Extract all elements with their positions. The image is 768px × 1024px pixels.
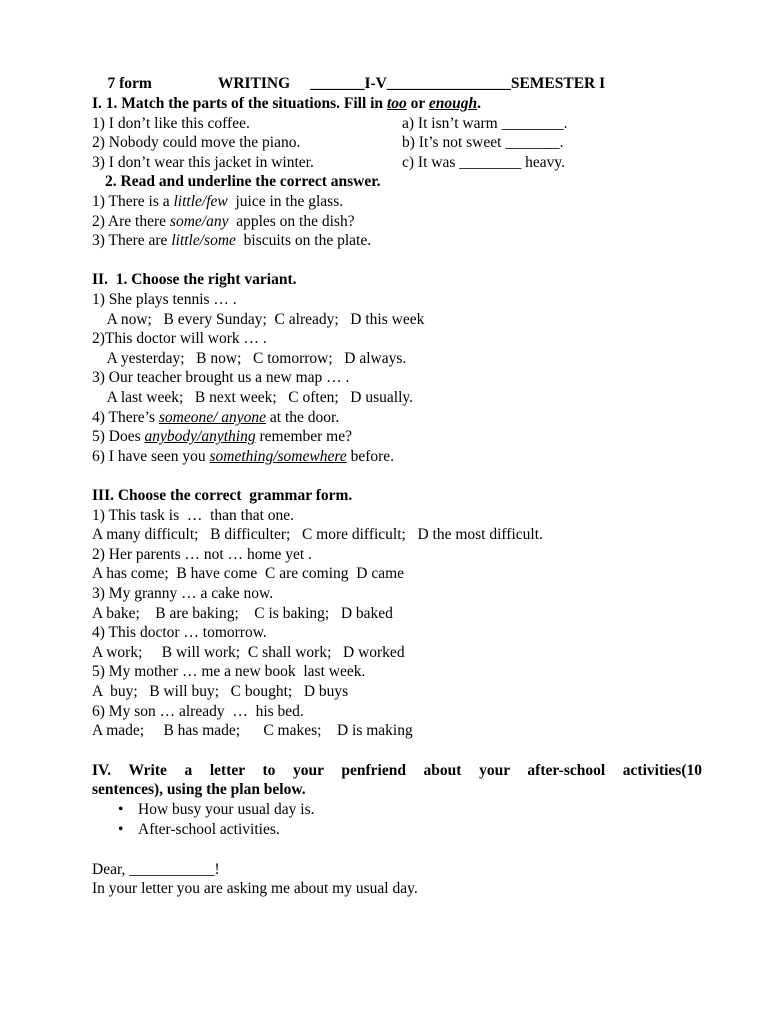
plan-item-1: How busy your usual day is. (138, 801, 315, 818)
s3-line-1: 1) This task is … than that one. (92, 507, 295, 524)
underline-item-1: 1) There is a little/few juice in the glass. (92, 193, 344, 210)
s2-line-2: A now; B every Sunday; C already; D this week (92, 311, 425, 328)
section-4-title-line-2: sentences), using the plan below. (92, 781, 306, 798)
s2-line-4: A yesterday; B now; C tomorrow; D always. (92, 350, 407, 367)
header-blank-1: _______ (310, 74, 365, 92)
match-row-1: 1) I don’t like this coffee. (92, 115, 250, 132)
section-3-title: III. Choose the correct grammar form. (92, 487, 353, 504)
s3-line-4: A has come; B have come C are coming D came (92, 565, 405, 582)
s3-line-2: A many difficult; B difficulter; C more difficult; D the most difficult. (92, 526, 543, 543)
match-row-2: 2) Nobody could move the piano. (92, 134, 301, 151)
s3-line-6: A bake; B are baking; C is baking; D baked (92, 605, 393, 622)
section-2-title: II. 1. Choose the right variant. (92, 271, 297, 288)
underline-item-2: 2) Are there some/any apples on the dish? (92, 213, 355, 230)
section-4-title-line-1: IV. Write a letter to your penfriend about your after-school activities(10 (92, 762, 702, 779)
s2-line-5: 3) Our teacher brought us a new map … . (92, 369, 350, 386)
s2-line-6: A last week; B next week; C often; D usually. (92, 389, 414, 406)
letter-greeting: Dear, ___________! (92, 861, 220, 878)
s3-line-7: 4) This doctor … tomorrow. (92, 624, 267, 641)
s3-line-5: 3) My granny … a cake now. (92, 585, 274, 602)
header-blank-2: ________________ (386, 74, 511, 92)
s2-line-3: 2)This doctor will work … . (92, 330, 267, 347)
form-label: 7 form (107, 74, 152, 92)
s3-line-12: A made; B has made; C makes; D is making (92, 722, 413, 739)
subject-label: WRITING (217, 74, 291, 92)
s3-line-3: 2) Her parents … not … home yet . (92, 546, 312, 563)
s3-line-9: 5) My mother … me a new book last week. (92, 663, 366, 680)
semester-label: SEMESTER I (510, 74, 606, 92)
match-row-3: 3) I don’t wear this jacket in winter. (92, 154, 314, 171)
word-enough: enough (428, 95, 478, 112)
section-1-title: I. 1. Match the parts of the situations. Fill in too or enough. (92, 95, 481, 112)
bullet-icon: • (118, 821, 124, 838)
bullet-icon: • (118, 801, 124, 818)
s2-underlined-6: 6) I have seen you something/somewhere before. (92, 448, 395, 465)
s3-line-8: A work; B will work; C shall work; D worked (92, 644, 405, 661)
plan-item-2: After-school activities. (138, 821, 280, 838)
level-label: I-V (364, 74, 387, 92)
s2-underlined-5: 5) Does anybody/anything remember me? (92, 428, 352, 445)
match-answer-a: a) It isn’t warm ________. (402, 115, 568, 132)
s2-underlined-4: 4) There’s someone/ anyone at the door. (92, 409, 340, 426)
s3-line-11: 6) My son … already … his bed. (92, 703, 304, 720)
underline-item-3: 3) There are little/some biscuits on the plate. (92, 232, 372, 249)
match-answer-b: b) It’s not sweet _______. (402, 134, 564, 151)
letter-first-line: In your letter you are asking me about my usual day. (92, 880, 418, 897)
s3-line-10: A buy; B will buy; C bought; D buys (92, 683, 349, 700)
word-too: too (386, 95, 407, 112)
match-answer-c: c) It was ________ heavy. (402, 154, 565, 171)
s2-line-1: 1) She plays tennis … . (92, 291, 237, 308)
section-1-part-2-title: 2. Read and underline the correct answer. (105, 173, 381, 190)
